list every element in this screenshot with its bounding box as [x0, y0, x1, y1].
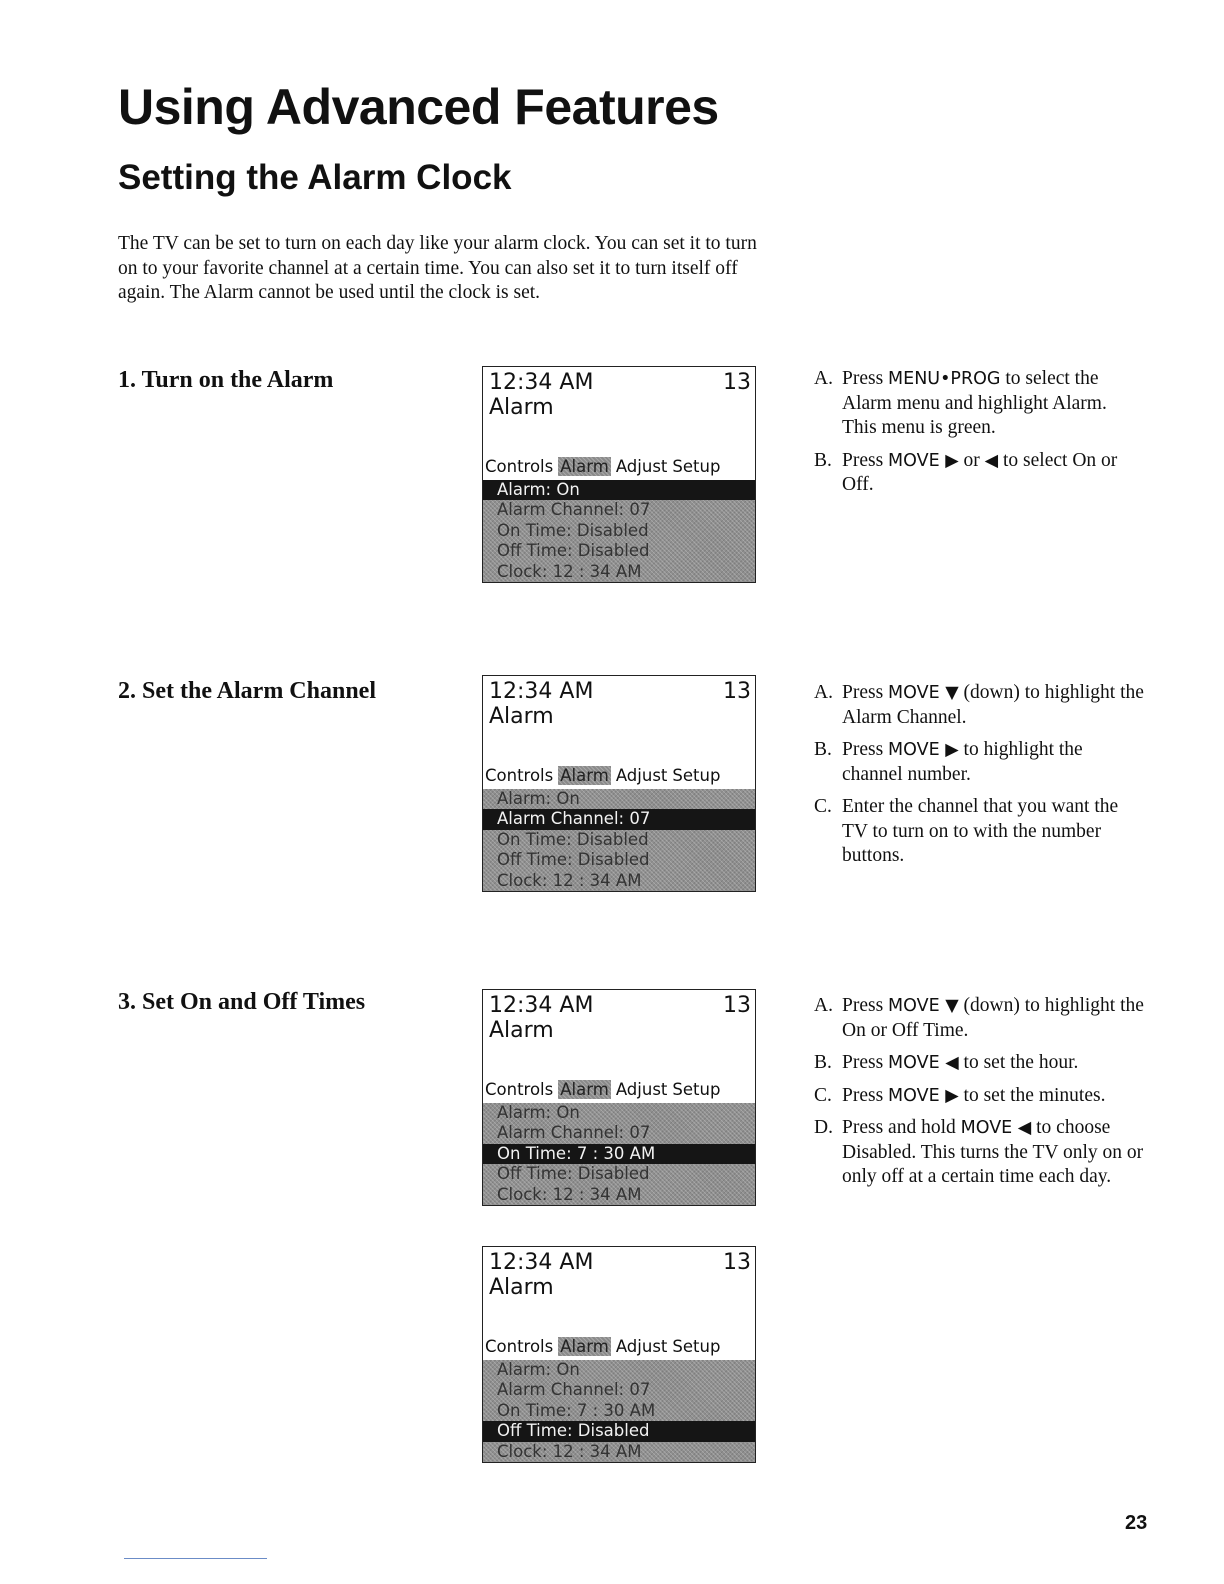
menu-list: [483, 1360, 755, 1462]
menu-row: Off Time: Disabled: [497, 850, 650, 870]
screen-channel: 13: [723, 370, 751, 395]
step-1-instructions: [814, 367, 1144, 506]
instruction-letter: A.: [814, 682, 833, 703]
instruction-item: [814, 367, 1144, 441]
menu-row: Clock: 12 : 34 AM: [497, 870, 642, 890]
tv-menu-screen: [482, 366, 756, 583]
menu-tab: Adjust: [615, 1337, 668, 1356]
menu-tab: Alarm: [560, 766, 609, 785]
menu-row: Clock: 12 : 34 AM: [497, 1441, 642, 1461]
instruction-text: Press: [842, 1084, 889, 1106]
menu-tabs: [485, 766, 725, 785]
button-name: MOVE ▶: [888, 740, 959, 760]
menu-row: Off Time: Disabled: [497, 541, 650, 561]
instruction-item: [814, 1116, 1144, 1190]
menu-row: On Time: Disabled: [497, 829, 649, 849]
menu-tab: Alarm: [560, 457, 609, 476]
button-name: MOVE ▶: [888, 450, 959, 471]
menu-tabs: [485, 1337, 725, 1356]
step-2-heading: 2. Set the Alarm Channel: [118, 678, 376, 704]
menu-list: [483, 1103, 755, 1205]
menu-list: [483, 480, 755, 582]
screen-channel: 13: [723, 679, 751, 704]
instruction-item: [814, 681, 1144, 730]
screen-menu-name: Alarm: [489, 704, 554, 729]
footer-rule: [124, 1558, 267, 1559]
instruction-text: Press: [842, 449, 889, 471]
menu-row: Alarm Channel: 07: [483, 809, 755, 829]
menu-tab: Alarm: [560, 1080, 609, 1099]
instruction-text: or: [958, 449, 985, 471]
menu-row: On Time: 7 : 30 AM: [497, 1400, 656, 1420]
menu-tab: Adjust: [615, 1080, 668, 1099]
instruction-text: Press: [842, 1052, 889, 1073]
instruction-item: [814, 1051, 1144, 1076]
instruction-text: to select On or Off.: [842, 449, 1118, 495]
tv-menu-screen: [482, 989, 756, 1206]
instruction-text: Enter the channel that you want the TV to turn on to with the number buttons.: [842, 796, 1119, 866]
menu-tab: Controls: [485, 457, 554, 476]
screen-time: 12:34 AM: [489, 679, 594, 704]
button-name: MOVE ◀: [960, 1118, 1032, 1138]
menu-row: Off Time: Disabled: [497, 1164, 650, 1184]
instruction-letter: B.: [814, 449, 832, 471]
menu-tab: Setup: [672, 766, 721, 785]
instruction-text: Press and hold: [842, 1117, 961, 1138]
screen-channel: 13: [723, 1250, 751, 1275]
menu-list: [483, 789, 755, 891]
menu-row: Alarm: On: [497, 1360, 580, 1379]
menu-row: Alarm: On: [483, 480, 755, 500]
instruction-text: to set the minutes.: [958, 1084, 1106, 1106]
instruction-letter: B.: [814, 1052, 832, 1073]
instruction-letter: B.: [814, 739, 832, 760]
instruction-text: to choose Disabled. This turns the TV only on or only off at a certain time each day.: [842, 1117, 1144, 1187]
step-1-heading: 1. Turn on the Alarm: [118, 367, 334, 393]
menu-tabs: [485, 457, 725, 476]
button-name: ◀: [984, 450, 999, 471]
menu-tab: Controls: [485, 766, 554, 785]
menu-tab: Setup: [672, 1080, 721, 1099]
menu-tab: Alarm: [560, 1337, 609, 1356]
menu-tab: Setup: [672, 1337, 721, 1356]
intro-paragraph: The TV can be set to turn on each day like your alarm clock. You can set it to turn on to your favorite channel at a certain time. You can also set it to turn itself off again. The Alarm cannot be used until the clock is set.: [118, 233, 757, 303]
button-name: MOVE ▼: [888, 683, 959, 703]
step-3-heading: 3. Set On and Off Times: [118, 989, 366, 1015]
section-title: Setting the Alarm Clock: [118, 158, 512, 197]
tv-menu-screen: [482, 1246, 756, 1463]
screen-time: 12:34 AM: [489, 1250, 594, 1275]
step-2-instructions: [814, 681, 1144, 877]
menu-row: Off Time: Disabled: [483, 1421, 755, 1441]
menu-row: Alarm Channel: 07: [497, 1380, 651, 1400]
instruction-item: [814, 795, 1144, 869]
instruction-letter: C.: [814, 1084, 832, 1106]
screen-menu-name: Alarm: [489, 1018, 554, 1043]
menu-row: On Time: 7 : 30 AM: [483, 1144, 755, 1164]
instruction-letter: A.: [814, 995, 833, 1016]
instruction-text: (down) to highlight the Alarm Channel.: [842, 682, 1144, 728]
instruction-text: to select the Alarm menu and highlight Alarm. This menu is green.: [842, 368, 1107, 438]
menu-tab: Adjust: [615, 457, 668, 476]
screen-time: 12:34 AM: [489, 370, 594, 395]
menu-row: Alarm: On: [497, 789, 580, 808]
menu-tabs: [485, 1080, 725, 1099]
instruction-letter: D.: [814, 1117, 833, 1138]
instruction-item: [814, 994, 1144, 1043]
menu-tab: Controls: [485, 1080, 554, 1099]
menu-row: Alarm Channel: 07: [497, 1123, 651, 1143]
instruction-item: [814, 1084, 1144, 1109]
instruction-text: Press: [842, 368, 889, 389]
menu-row: Clock: 12 : 34 AM: [497, 561, 642, 581]
instruction-text: Press: [842, 739, 889, 760]
instruction-text: Press: [842, 682, 889, 703]
instruction-item: [814, 449, 1144, 498]
menu-row: Alarm: On: [497, 1103, 580, 1122]
step-3-instructions: [814, 994, 1144, 1198]
screen-menu-name: Alarm: [489, 395, 554, 420]
instruction-text: to set the hour.: [958, 1052, 1079, 1073]
menu-tab: Setup: [672, 457, 721, 476]
screen-channel: 13: [723, 993, 751, 1018]
button-name: MOVE ▼: [888, 996, 959, 1016]
instruction-text: to highlight the channel number.: [842, 739, 1083, 785]
button-name: MOVE ◀: [888, 1053, 959, 1073]
instruction-letter: A.: [814, 368, 833, 389]
instruction-letter: C.: [814, 796, 832, 817]
instruction-text: Press: [842, 995, 889, 1016]
page-title: Using Advanced Features: [118, 79, 719, 135]
menu-tab: Adjust: [615, 766, 668, 785]
screen-menu-name: Alarm: [489, 1275, 554, 1300]
menu-row: Alarm Channel: 07: [497, 500, 651, 520]
page-number: 23: [1125, 1512, 1148, 1534]
menu-row: Clock: 12 : 34 AM: [497, 1184, 642, 1204]
menu-tab: Controls: [485, 1337, 554, 1356]
tv-menu-screen: [482, 675, 756, 892]
menu-row: On Time: Disabled: [497, 520, 649, 540]
button-name: MENU•PROG: [888, 369, 1001, 389]
instruction-item: [814, 738, 1144, 787]
button-name: MOVE ▶: [888, 1085, 959, 1106]
instruction-text: (down) to highlight the On or Off Time.: [842, 995, 1144, 1041]
screen-time: 12:34 AM: [489, 993, 594, 1018]
